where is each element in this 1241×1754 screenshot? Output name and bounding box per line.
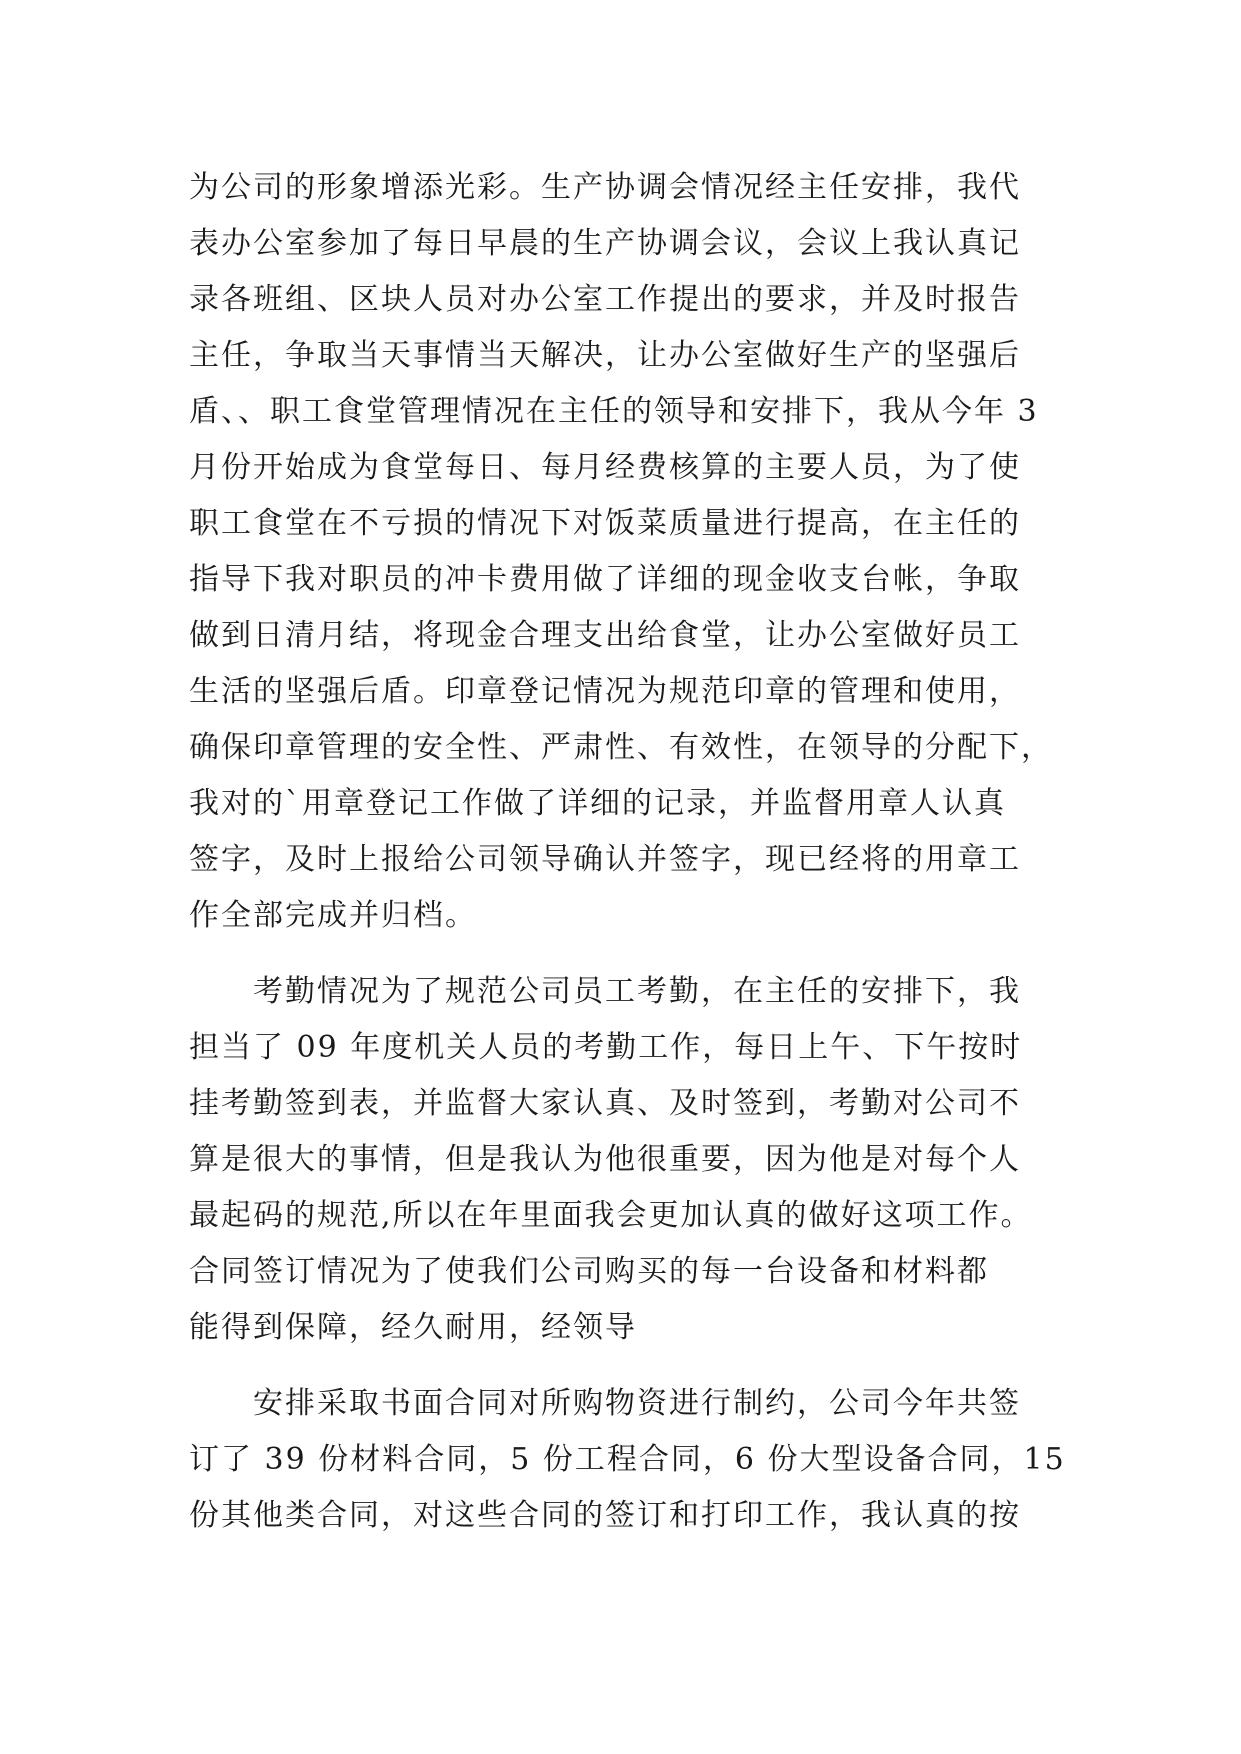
- text-line: 订了 39 份材料合同，5 份工程合同，6 份大型设备合同，15: [189, 1442, 1066, 1477]
- text-line: 安排采取书面合同对所购物资进行制约，公司今年共签: [189, 1386, 1021, 1421]
- text-line: 作全部完成并归档。: [189, 898, 477, 933]
- text-line: 考勤情况为了规范公司员工考勤，在主任的安排下，我: [189, 974, 1021, 1009]
- text-line: 能得到保障，经久耐用，经领导: [189, 1310, 637, 1345]
- paragraph-2: [189, 964, 1069, 1356]
- text-line: 录各班组、区块人员对办公室工作提出的要求，并及时报告: [189, 282, 1021, 317]
- text-line: 担当了 09 年度机关人员的考勤工作，每日上午、下午按时: [189, 1030, 1023, 1065]
- text-line: 为公司的形象增添光彩。生产协调会情况经主任安排，我代: [189, 170, 1021, 205]
- document-body: [189, 160, 1069, 1544]
- text-line: 主任，争取当天事情当天解决，让办公室做好生产的坚强后: [189, 338, 1021, 373]
- text-line: 签字，及时上报给公司领导确认并签字，现已经将的用章工: [189, 842, 1021, 877]
- text-line: 算是很大的事情，但是我认为他很重要，因为他是对每个人: [189, 1142, 1021, 1177]
- text-line: 份其他类合同，对这些合同的签订和打印工作，我认真的按: [189, 1498, 1021, 1533]
- text-line: 我对的`用章登记工作做了详细的记录，并监督用章人认真: [189, 786, 1006, 821]
- text-line: 做到日清月结，将现金合理支出给食堂，让办公室做好员工: [189, 618, 1021, 653]
- paragraph-1: [189, 160, 1069, 944]
- text-line: 挂考勤签到表，并监督大家认真、及时签到，考勤对公司不: [189, 1086, 1021, 1121]
- text-line: 合同签订情况为了使我们公司购买的每一台设备和材料都: [189, 1254, 989, 1289]
- text-line: 生活的坚强后盾。印章登记情况为规范印章的管理和使用，: [189, 674, 1021, 709]
- text-line: 指导下我对职员的冲卡费用做了详细的现金收支台帐，争取: [189, 562, 1021, 597]
- text-line: 盾、、职工食堂管理情况在主任的领导和安排下，我从今年 3: [189, 394, 1039, 429]
- paragraph-spacing: [189, 944, 1069, 964]
- paragraph-spacing: [189, 1356, 1069, 1376]
- text-line: 确保印章管理的安全性、严肃性、有效性，在领导的分配下，: [189, 730, 1053, 765]
- text-line: 职工食堂在不亏损的情况下对饭菜质量进行提高，在主任的: [189, 506, 1021, 541]
- paragraph-3: [189, 1376, 1069, 1544]
- text-line: 月份开始成为食堂每日、每月经费核算的主要人员，为了使: [189, 450, 1021, 485]
- text-line: 表办公室参加了每日早晨的生产协调会议，会议上我认真记: [189, 226, 1021, 261]
- text-line: 最起码的规范,所以在年里面我会更加认真的做好这项工作。: [189, 1198, 1033, 1233]
